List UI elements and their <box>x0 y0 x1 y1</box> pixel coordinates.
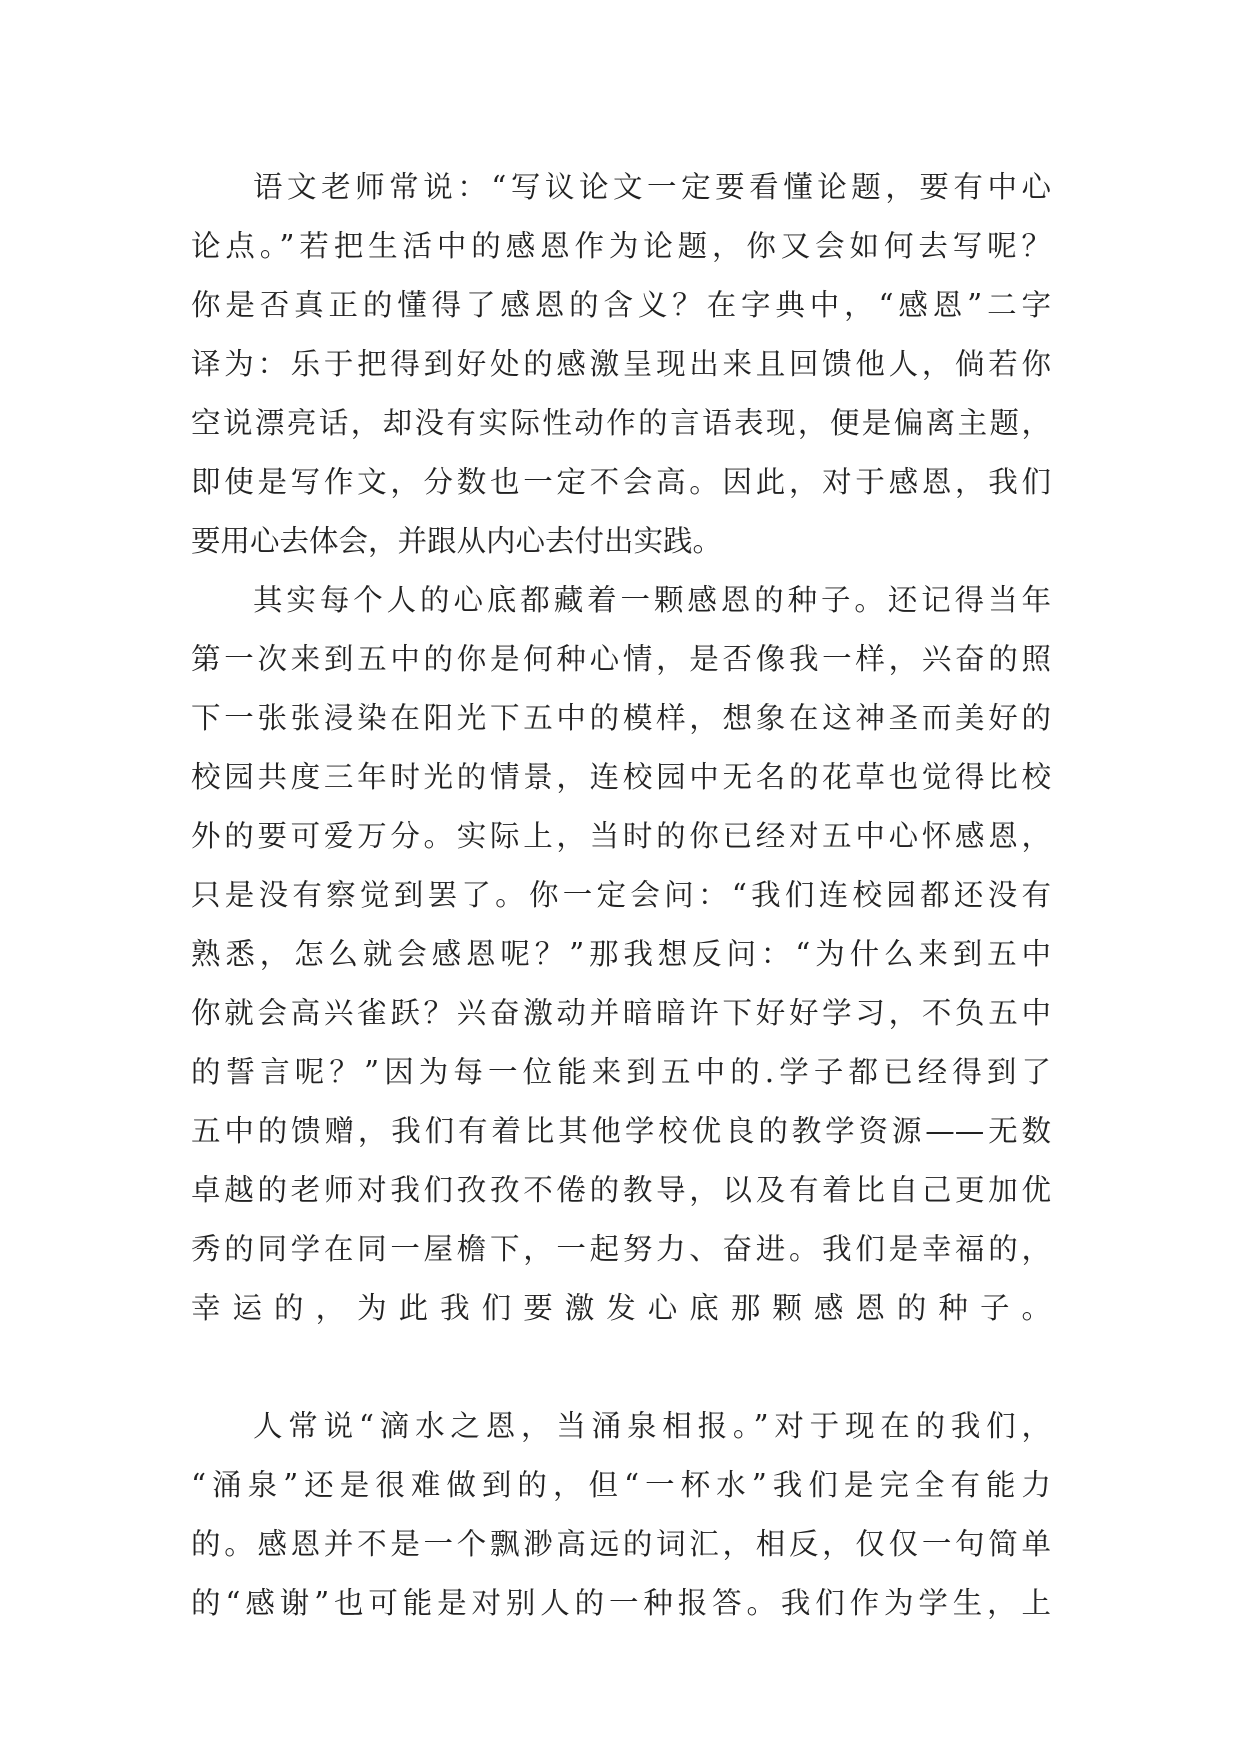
text-line <box>191 1338 1051 1397</box>
text-line: 外的要可爱万分。实际上，当时的你已经对五中心怀感恩， <box>191 819 1051 853</box>
text-line: 卓越的老师对我们孜孜不倦的教导，以及有着比自己更加优 <box>191 1173 1051 1207</box>
text-line: 第一次来到五中的你是何种心情，是否像我一样，兴奋的照 <box>191 642 1051 676</box>
text-line: 译为：乐于把得到好处的感激呈现出来且回馈他人，倘若你 <box>191 347 1051 381</box>
text-line: 你就会高兴雀跃？兴奋激动并暗暗许下好好学习，不负五中 <box>191 996 1051 1030</box>
paragraph-1 <box>191 158 1051 571</box>
text-line: 熟悉，怎么就会感恩呢？”那我想反问：“为什么来到五中 <box>191 937 1051 971</box>
text-line: 下一张张浸染在阳光下五中的模样，想象在这神圣而美好的 <box>191 701 1051 735</box>
text-line: 语文老师常说：“写议论文一定要看懂论题，要有中心 <box>253 170 1051 204</box>
text-line: 你是否真正的懂得了感恩的含义？在字典中，“感恩”二字 <box>191 288 1051 322</box>
text-line: 人常说“滴水之恩，当涌泉相报。”对于现在的我们， <box>253 1409 1051 1443</box>
text-line: 要用心去体会，并跟从内心去付出实践。 <box>191 524 723 558</box>
text-line: 空说漂亮话，却没有实际性动作的言语表现，便是偏离主题， <box>191 406 1051 440</box>
text-line: 幸运的，为此我们要激发心底那颗感恩的种子。 <box>191 1291 1051 1325</box>
text-line: 的“感谢”也可能是对别人的一种报答。我们作为学生，上 <box>191 1586 1051 1620</box>
paragraph-3 <box>191 1397 1051 1633</box>
text-line: 秀的同学在同一屋檐下，一起努力、奋进。我们是幸福的， <box>191 1232 1051 1266</box>
text-line: 即使是写作文，分数也一定不会高。因此，对于感恩，我们 <box>191 465 1051 499</box>
text-line: 论点。”若把生活中的感恩作为论题，你又会如何去写呢？ <box>191 229 1051 263</box>
text-line: “涌泉”还是很难做到的，但“一杯水”我们是完全有能力 <box>191 1468 1051 1502</box>
text-line: 校园共度三年时光的情景，连校园中无名的花草也觉得比校 <box>191 760 1051 794</box>
paragraph-2 <box>191 571 1051 1397</box>
text-line: 五中的馈赠，我们有着比其他学校优良的教学资源——无数 <box>191 1114 1051 1148</box>
text-line: 其实每个人的心底都藏着一颗感恩的种子。还记得当年 <box>253 583 1051 617</box>
text-line: 的誓言呢？”因为每一位能来到五中的.学子都已经得到了 <box>191 1055 1051 1089</box>
essay-body <box>191 158 1051 1633</box>
text-line: 只是没有察觉到罢了。你一定会问：“我们连校园都还没有 <box>191 878 1051 912</box>
text-line: 的。感恩并不是一个飘渺高远的词汇，相反，仅仅一句简单 <box>191 1527 1051 1561</box>
